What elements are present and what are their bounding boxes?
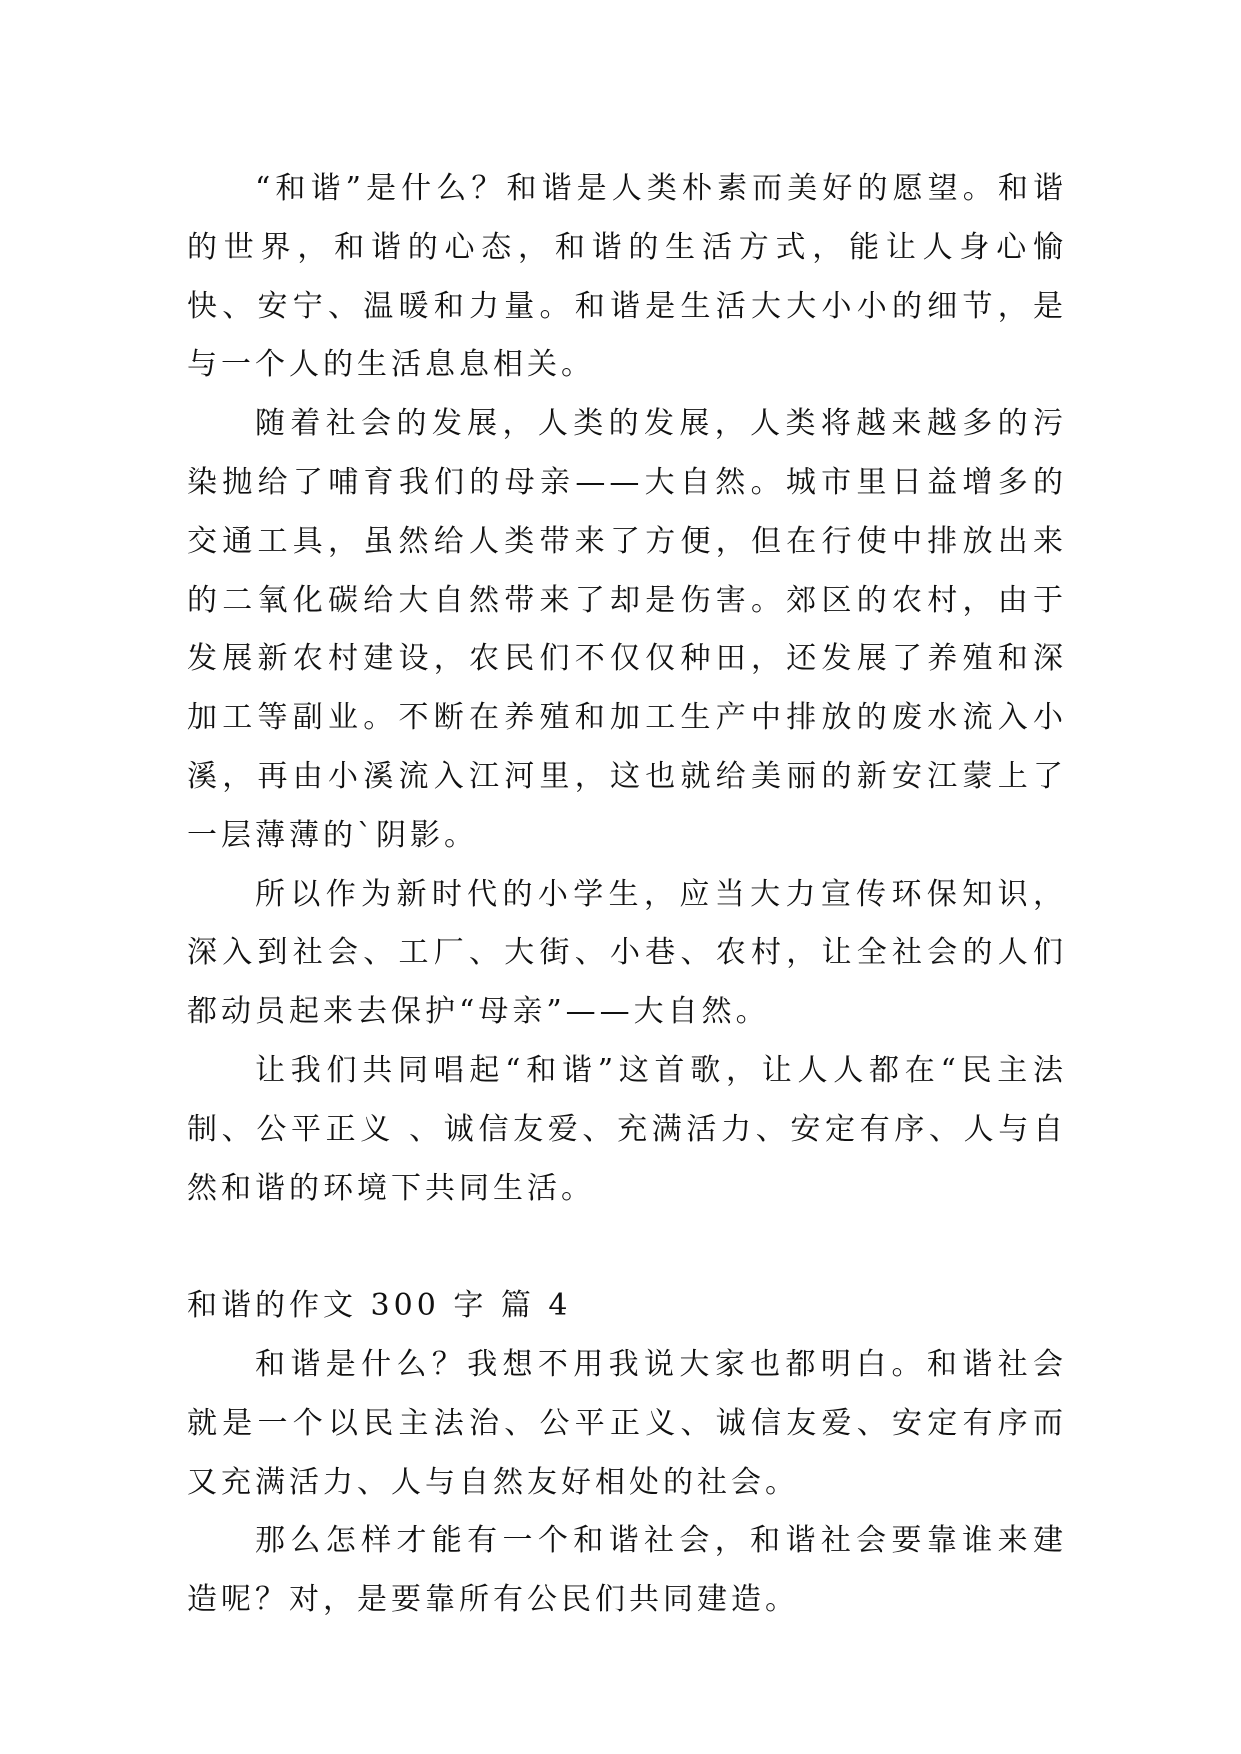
paragraph-student-duty: 所以作为新时代的小学生，应当大力宣传环保知识，深入到社会、工厂、大街、小巷、农村，让全社会的人们都动员起来去保护“母亲”——大自然。 bbox=[187, 876, 1067, 1030]
section-title: 和谐的作文 300 字 篇 4 bbox=[187, 1288, 572, 1324]
document-body bbox=[187, 160, 1067, 1630]
paragraph-sing-harmony: 让我们共同唱起“和谐”这首歌，让人人都在“民主法制、公平正义 、诚信友爱、充满活力、安定有序、人与自然和谐的环境下共同生活。 bbox=[187, 1052, 1067, 1206]
paragraph-harmonious-society: 和谐是什么？我想不用我说大家也都明白。和谐社会就是一个以民主法治、公平正义、诚信友爱、安定有序而又充满活力、人与自然友好相处的社会。 bbox=[187, 1346, 1067, 1500]
paragraph-harmony-definition: “和谐”是什么？和谐是人类朴素而美好的愿望。和谐的世界，和谐的心态，和谐的生活方式，能让人身心愉快、安宁、温暖和力量。和谐是生活大大小小的细节，是与一个人的生活息息相关。 bbox=[187, 171, 1067, 383]
paragraph-who-builds: 那么怎样才能有一个和谐社会，和谐社会要靠谁来建造呢？对，是要靠所有公民们共同建造。 bbox=[187, 1523, 1067, 1618]
paragraph-pollution: 随着社会的发展，人类的发展，人类将越来越多的污染抛给了哺育我们的母亲——大自然。城市里日益增多的交通工具，虽然给人类带来了方便，但在行使中排放出来的二氧化碳给大自然带来了却是伤害。郊区的农村，由于发展新农村建设，农民们不仅仅种田，还发展了养殖和深加工等副业。不断在养殖和加工生产中排放的废水流入小溪，再由小溪流入江河里，这也就给美丽的新安江蒙上了一层薄薄的`阴影。 bbox=[187, 406, 1067, 853]
